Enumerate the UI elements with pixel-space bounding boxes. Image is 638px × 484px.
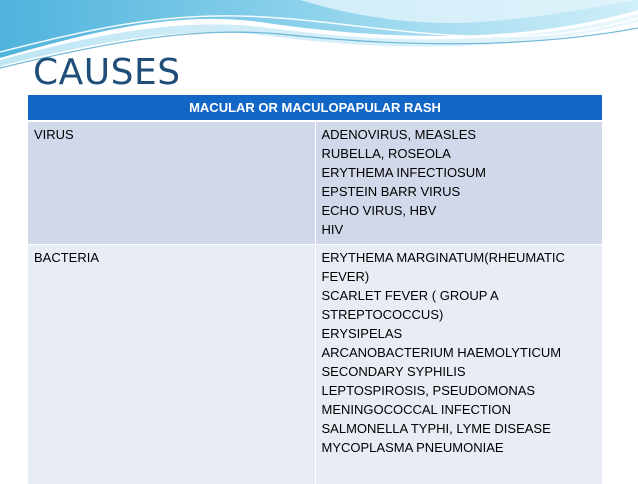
table-header-row bbox=[28, 95, 602, 121]
list-item: MENINGOCOCCAL INFECTION bbox=[322, 400, 597, 419]
slide-title: CAUSES bbox=[33, 52, 181, 93]
table-row bbox=[28, 121, 602, 245]
rash-causes-table bbox=[28, 95, 602, 484]
list-item: STREPTOCOCCUS) bbox=[322, 305, 597, 324]
list-item: SCARLET FEVER ( GROUP A bbox=[322, 286, 597, 305]
list-item: LEPTOSPIROSIS, PSEUDOMONAS bbox=[322, 381, 597, 400]
list-item: ERYSIPELAS bbox=[322, 324, 597, 343]
list-item: MYCOPLASMA PNEUMONIAE bbox=[322, 438, 597, 457]
row-category: VIRUS bbox=[28, 121, 315, 245]
list-item: RUBELLA, ROSEOLA bbox=[322, 144, 597, 163]
list-item: ERYTHEMA INFECTIOSUM bbox=[322, 163, 597, 182]
table-header: MACULAR OR MACULOPAPULAR RASH bbox=[28, 95, 602, 121]
table-row bbox=[28, 245, 602, 484]
row-items bbox=[315, 245, 602, 484]
list-item: ARCANOBACTERIUM HAEMOLYTICUM bbox=[322, 343, 597, 362]
list-item: SALMONELLA TYPHI, LYME DISEASE bbox=[322, 419, 597, 438]
list-item: ERYTHEMA MARGINATUM(RHEUMATIC bbox=[322, 248, 597, 267]
list-item: EPSTEIN BARR VIRUS bbox=[322, 182, 597, 201]
list-item: ECHO VIRUS, HBV bbox=[322, 201, 597, 220]
row-items bbox=[315, 121, 602, 245]
list-item: FEVER) bbox=[322, 267, 597, 286]
list-item: HIV bbox=[322, 220, 597, 239]
row-category: BACTERIA bbox=[28, 245, 315, 484]
list-item: SECONDARY SYPHILIS bbox=[322, 362, 597, 381]
list-item: ADENOVIRUS, MEASLES bbox=[322, 125, 597, 144]
